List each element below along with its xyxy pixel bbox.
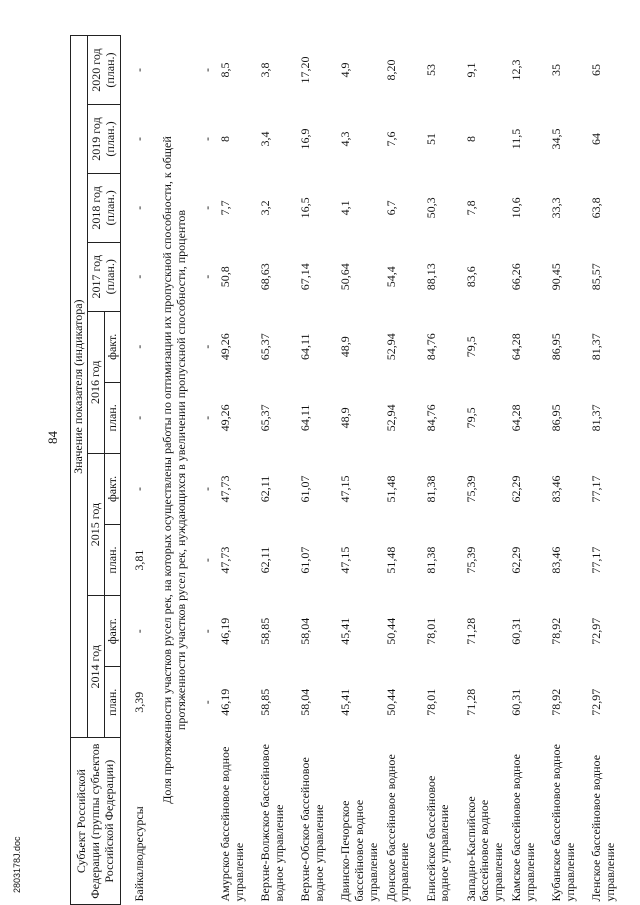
- plan-header: план.: [104, 525, 121, 596]
- plan-header: план.: [104, 667, 121, 738]
- value-cell: 58,85: [258, 617, 273, 645]
- value-cell: 50,8: [218, 266, 233, 288]
- value-cell: 62,29: [508, 475, 523, 503]
- value-cell: 8: [218, 136, 233, 142]
- value-cell: 16,9: [298, 128, 313, 150]
- subject-cell: Ленское бассейновое водное управление: [588, 754, 617, 902]
- table-row: [588, 36, 628, 905]
- section-title: Доля протяженности участков русел рек, на которых осуществлены работы по оптимизации их пропускной способности, к общей протяженности участков русел рек, нуждающихся в увеличении пропускной способности, процентов: [160, 136, 189, 804]
- value-cell: 49,26: [218, 333, 233, 361]
- section-title-row: [157, 36, 199, 905]
- value-cell: 3,8: [258, 62, 273, 78]
- year-2017-header: 2017 год (план.): [87, 242, 121, 311]
- value-cell: -: [200, 558, 215, 563]
- value-cell: 7,7: [218, 200, 233, 216]
- value-cell: 33,3: [548, 197, 563, 219]
- table-row: [297, 36, 337, 905]
- value-cell: -: [200, 486, 215, 491]
- value-cell: 64: [588, 133, 603, 145]
- year-2016-header: 2016 год: [87, 311, 104, 453]
- value-cell: 47,73: [218, 475, 233, 503]
- subject-cell: Камское бассейновое водное управление: [508, 754, 537, 902]
- plan-header: план.: [104, 382, 121, 453]
- table-body: [121, 36, 628, 905]
- value-cell: 65,37: [258, 333, 273, 361]
- value-cell: 88,13: [423, 263, 438, 291]
- value-cell: 75,39: [463, 475, 478, 503]
- subject-cell: Донское бассейновое водное управление: [383, 754, 412, 902]
- value-cell: 62,29: [508, 546, 523, 574]
- year-2014-header: 2014 год: [87, 596, 104, 738]
- value-cell: 71,28: [463, 688, 478, 716]
- value-cell: 72,97: [588, 617, 603, 645]
- table-row: [548, 36, 588, 905]
- value-cell: -: [200, 274, 215, 279]
- value-cell: 7,8: [463, 200, 478, 216]
- value-cell: 83,6: [463, 266, 478, 288]
- value-cell: -: [200, 137, 215, 141]
- value-cell: 78,01: [423, 617, 438, 645]
- value-cell: 35: [548, 64, 563, 77]
- value-cell: 51,48: [383, 475, 398, 503]
- value-cell: 79,5: [463, 336, 478, 358]
- year-2015-header: 2015 год: [87, 453, 104, 595]
- subject-cell: Западно-Каспийское бассейновое водное управление: [463, 796, 506, 902]
- value-cell: 47,73: [218, 546, 233, 574]
- value-cell: 49,26: [218, 404, 233, 432]
- value-cell: 46,19: [218, 617, 233, 645]
- value-cell: 81,38: [423, 475, 438, 503]
- value-cell: -: [200, 205, 215, 210]
- value-cell: 58,04: [298, 617, 313, 645]
- year-2019-header: 2019 год (план.): [87, 105, 121, 174]
- value-cell: -: [132, 205, 147, 210]
- value-cell: 3,81: [132, 549, 147, 571]
- value-cell: 8,5: [218, 62, 233, 78]
- value-cell: 4,1: [338, 200, 353, 216]
- value-cell: -: [132, 415, 147, 420]
- value-cell: 64,28: [508, 333, 523, 361]
- page-number: 84: [45, 431, 60, 444]
- value-cell: 75,39: [463, 546, 478, 574]
- value-cell: -: [200, 629, 215, 634]
- value-cell: 64,28: [508, 404, 523, 432]
- value-cell: 47,15: [338, 475, 353, 503]
- value-cell: 71,28: [463, 617, 478, 645]
- value-cell: 84,76: [423, 333, 438, 361]
- table-row: [423, 36, 463, 905]
- subject-cell: Двинско-Печорское бассейновое водное управление: [338, 799, 380, 902]
- value-cell: 8: [463, 136, 478, 142]
- value-cell: 50,44: [383, 688, 398, 716]
- value-cell: 4,9: [338, 62, 353, 78]
- fact-header: факт.: [104, 596, 121, 667]
- value-cell: 68,63: [258, 263, 273, 291]
- year-2020-header: 2020 год (план.): [87, 36, 121, 105]
- value-cell: 86,95: [548, 404, 563, 432]
- value-cell: 58,04: [298, 688, 313, 716]
- table-row: [121, 36, 158, 905]
- value-cell: 78,92: [548, 617, 563, 645]
- value-cell: 3,39: [132, 691, 147, 713]
- subject-cell: Верхне-Обское бассейновое водное управление: [298, 757, 326, 902]
- value-cell: 52,94: [383, 404, 398, 432]
- value-cell: 60,31: [508, 688, 523, 716]
- value-cell: 83,46: [548, 546, 563, 574]
- year-2018-header: 2018 год (план.): [87, 173, 121, 242]
- value-cell: 46,19: [218, 688, 233, 716]
- indicator-table: [70, 35, 628, 905]
- value-cell: 72,97: [588, 688, 603, 716]
- table-row: [508, 36, 548, 905]
- value-cell: 51,48: [383, 546, 398, 574]
- value-cell: 8,20: [383, 59, 398, 81]
- value-cell: 86,95: [548, 333, 563, 361]
- value-cell: 64,11: [298, 404, 313, 432]
- subject-cell: Енисейское бассейновое водное управление: [423, 775, 452, 902]
- value-cell: 10,6: [508, 197, 523, 219]
- value-cell: 81,37: [588, 404, 603, 432]
- value-cell: 66,26: [508, 263, 523, 291]
- value-cell: 45,41: [338, 688, 353, 716]
- value-cell: 65,37: [258, 404, 273, 432]
- subject-cell: Верхне-Волжское бассейновое водное управление: [258, 744, 286, 902]
- value-cell: 50,44: [383, 617, 398, 645]
- value-cell: 11,5: [508, 128, 523, 150]
- value-cell: -: [132, 274, 147, 279]
- fact-header: факт.: [104, 311, 121, 382]
- value-cell: 81,38: [423, 546, 438, 574]
- fact-header: факт.: [104, 453, 121, 524]
- value-cell: -: [132, 137, 147, 141]
- value-cell: 64,11: [298, 333, 313, 361]
- value-cell: 62,11: [258, 475, 273, 503]
- value-cell: 53: [423, 64, 438, 77]
- value-cell: 52,94: [383, 333, 398, 361]
- value-cell: 48,9: [338, 407, 353, 429]
- value-cell: 54,4: [383, 266, 398, 288]
- value-cell: 50,64: [338, 263, 353, 291]
- value-cell: -: [132, 486, 147, 491]
- value-cell: 58,85: [258, 688, 273, 716]
- value-cell: 61,07: [298, 475, 313, 503]
- value-cell: -: [132, 344, 147, 349]
- table-row: [463, 36, 508, 905]
- value-cell: 85,57: [588, 263, 603, 291]
- value-cell: 60,31: [508, 617, 523, 645]
- value-cell: -: [200, 700, 215, 705]
- value-cell: -: [200, 344, 215, 349]
- value-cell: 67,14: [298, 263, 313, 291]
- value-cell: 9,1: [463, 62, 478, 78]
- table-header: [71, 36, 121, 905]
- value-cell: 48,9: [338, 336, 353, 358]
- value-cell: 6,7: [383, 200, 398, 216]
- table-row: [383, 36, 423, 905]
- value-cell: 81,37: [588, 333, 603, 361]
- value-cell: 51: [423, 133, 438, 145]
- value-cell: 47,15: [338, 546, 353, 574]
- value-cell: 34,5: [548, 128, 563, 150]
- subject-cell: Кубанское бассейновое водное управление: [548, 743, 577, 902]
- empty-cell: [199, 738, 217, 905]
- value-cell: 16,5: [298, 197, 313, 219]
- value-cell: -: [132, 629, 147, 634]
- value-cell: 7,6: [383, 131, 398, 147]
- value-cell: 84,76: [423, 404, 438, 432]
- value-cell: -: [200, 415, 215, 420]
- table-row: [257, 36, 297, 905]
- value-cell: -: [132, 68, 147, 73]
- subject-cell: Амурское бассейновое водное управление: [218, 746, 246, 902]
- rotated-table-area: [70, 35, 630, 905]
- value-cell: 50,3: [423, 197, 438, 219]
- section-dash-row: [199, 36, 217, 905]
- value-cell: 77,17: [588, 475, 603, 503]
- value-cell: 78,01: [423, 688, 438, 716]
- subject-cell: Байкалводресурсы: [132, 806, 147, 902]
- value-cell: 79,5: [463, 407, 478, 429]
- value-cell: 12,3: [508, 59, 523, 81]
- table-row: [217, 36, 257, 905]
- value-cell: 62,11: [258, 546, 273, 574]
- value-cell: 3,2: [258, 200, 273, 216]
- value-cell: 45,41: [338, 617, 353, 645]
- value-cell: 4,3: [338, 131, 353, 147]
- value-cell: 17,20: [298, 56, 313, 84]
- value-cell: 61,07: [298, 546, 313, 574]
- footer-file-name: 2803178J.doc: [12, 836, 22, 893]
- values-title-header: Значение показателя (индикатора): [71, 36, 88, 738]
- value-cell: -: [200, 68, 215, 73]
- value-cell: 90,45: [548, 263, 563, 291]
- value-cell: 78,92: [548, 688, 563, 716]
- value-cell: 3,4: [258, 131, 273, 147]
- value-cell: 65: [588, 64, 603, 77]
- table-row: [337, 36, 382, 905]
- value-cell: 63,8: [588, 197, 603, 219]
- subject-header: Субъект Российской Федерации (группы субъектов Российской Федерации): [71, 738, 121, 905]
- value-cell: 83,46: [548, 475, 563, 503]
- value-cell: 77,17: [588, 546, 603, 574]
